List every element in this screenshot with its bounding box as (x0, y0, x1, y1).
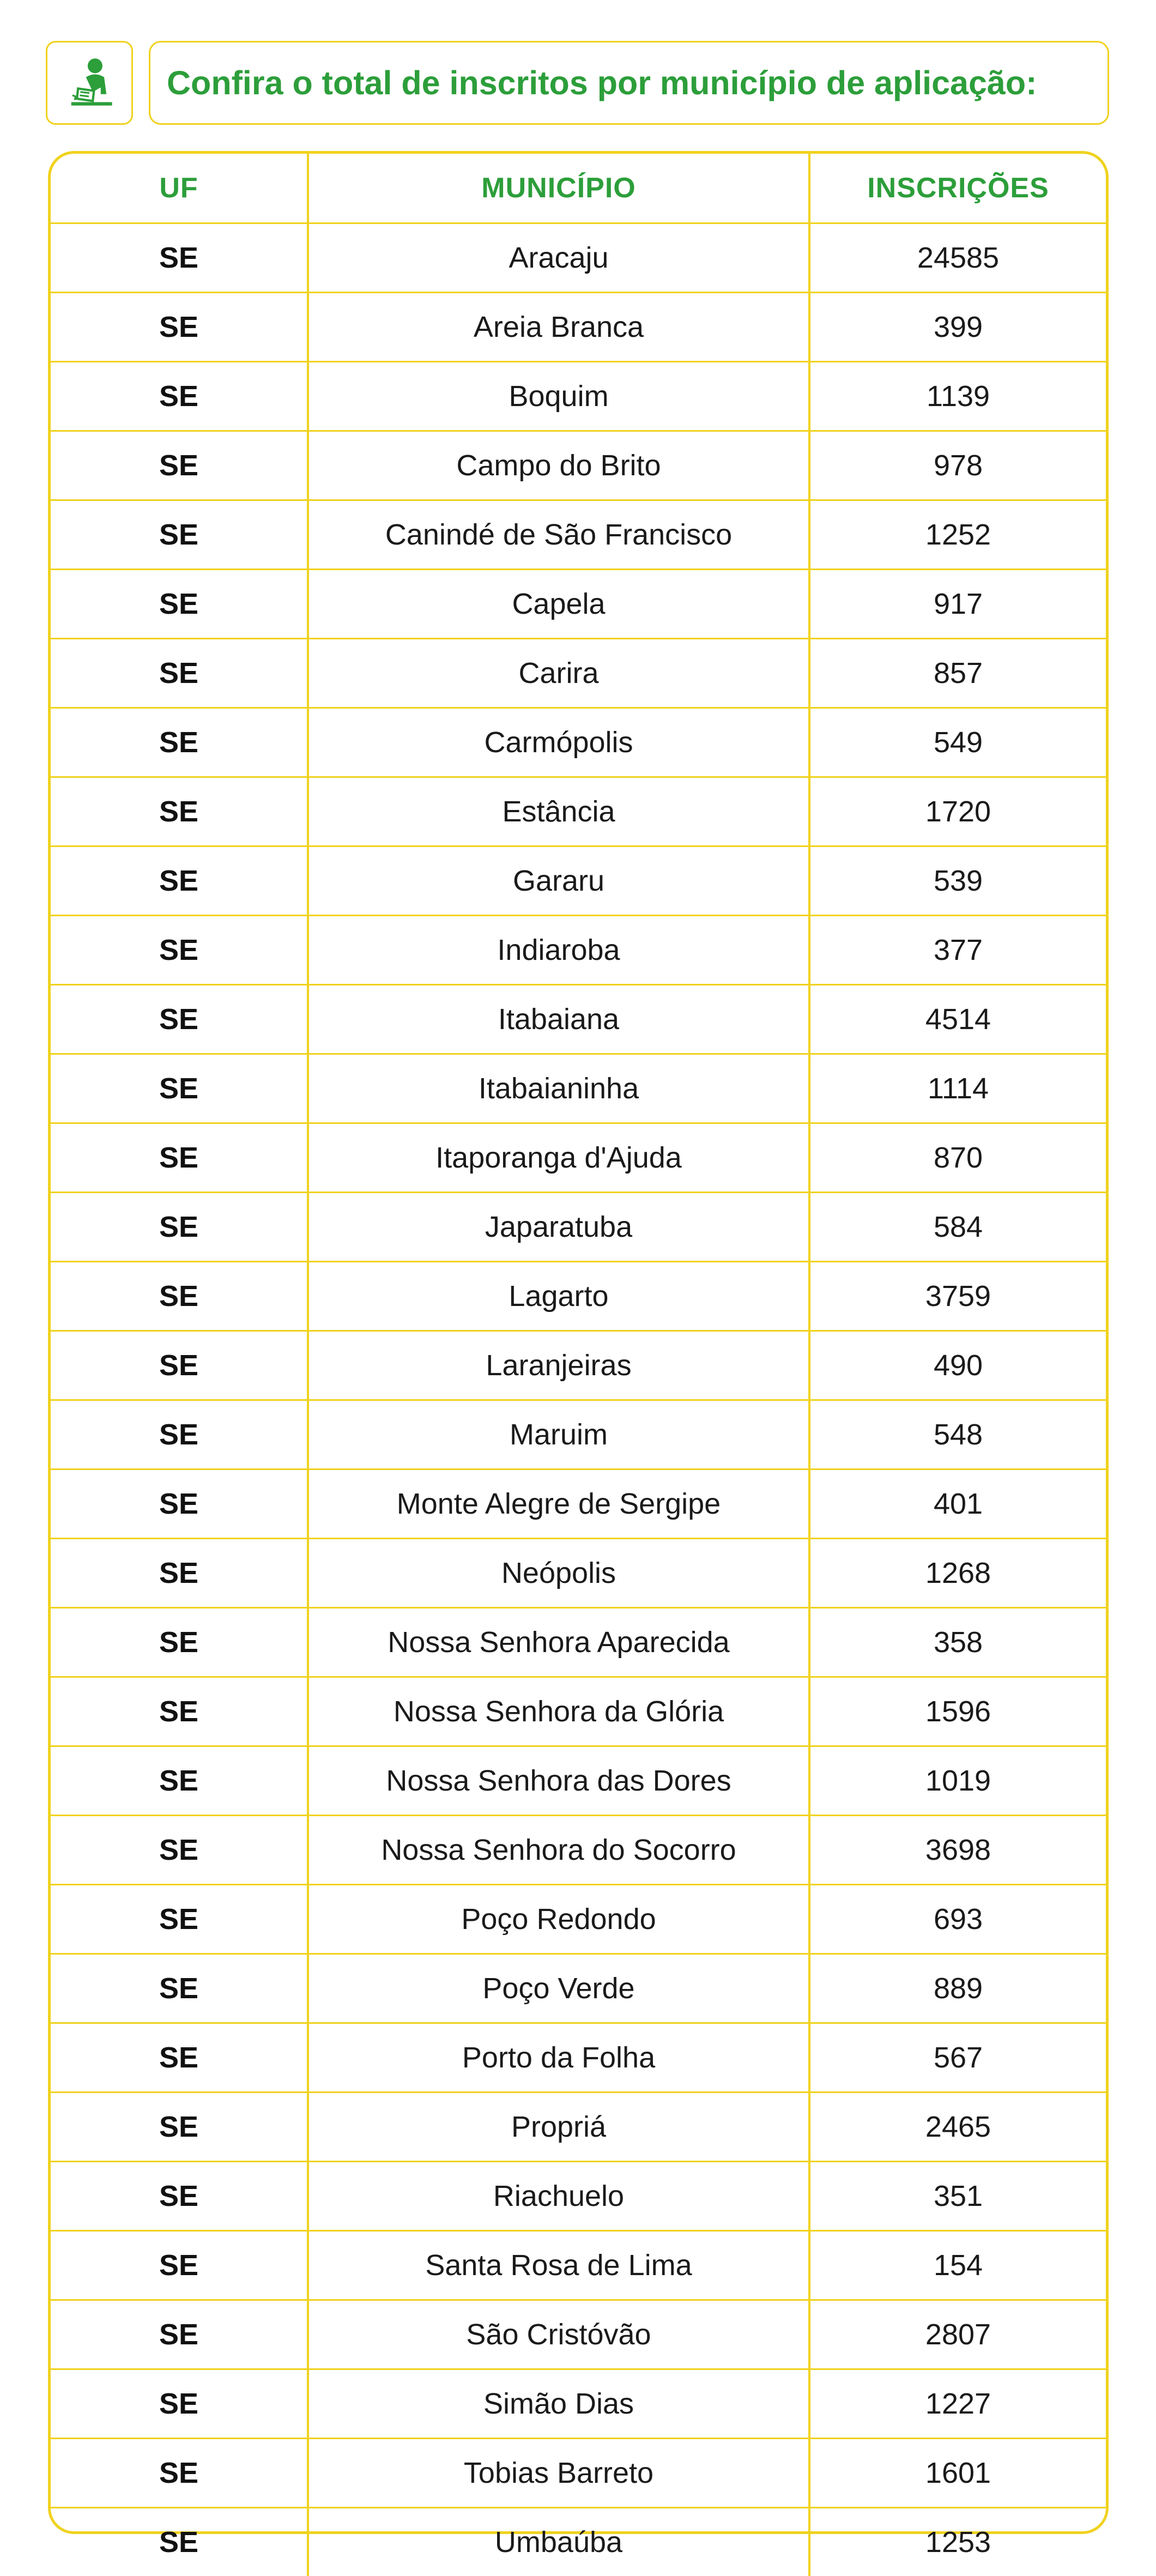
header-title-box (149, 41, 1109, 125)
cell-uf: SE (51, 1331, 308, 1400)
cell-uf: SE (51, 500, 308, 570)
cell-municipio: Campo do Brito (308, 431, 809, 500)
cell-uf: SE (51, 1470, 308, 1539)
cell-uf: SE (51, 1954, 308, 2023)
cell-uf: SE (51, 2093, 308, 2162)
table-row (51, 2023, 1106, 2093)
cell-uf: SE (51, 1262, 308, 1331)
cell-uf: SE (51, 2439, 308, 2508)
cell-municipio: Lagarto (308, 1262, 809, 1331)
table-row (51, 1885, 1106, 1954)
table-row (51, 293, 1106, 362)
cell-municipio: Canindé de São Francisco (308, 500, 809, 570)
table-row (51, 1470, 1106, 1539)
registrations-table-container (48, 151, 1109, 2534)
cell-municipio: Riachuelo (308, 2162, 809, 2231)
cell-uf: SE (51, 2162, 308, 2231)
table-row (51, 431, 1106, 500)
cell-uf: SE (51, 777, 308, 846)
cell-uf: SE (51, 1885, 308, 1954)
cell-municipio: Aracaju (308, 223, 809, 293)
table-row (51, 1054, 1106, 1123)
table-row (51, 1954, 1106, 2023)
cell-uf: SE (51, 916, 308, 985)
cell-inscricoes: 401 (809, 1470, 1106, 1539)
cell-municipio: Boquim (308, 362, 809, 431)
cell-inscricoes: 351 (809, 2162, 1106, 2231)
cell-uf: SE (51, 639, 308, 708)
cell-municipio: Nossa Senhora do Socorro (308, 1816, 809, 1885)
cell-inscricoes: 1601 (809, 2439, 1106, 2508)
table-row (51, 2231, 1106, 2300)
table-row (51, 708, 1106, 777)
cell-uf: SE (51, 846, 308, 916)
cell-inscricoes: 549 (809, 708, 1106, 777)
cell-uf: SE (51, 1054, 308, 1123)
table-row (51, 1608, 1106, 1677)
cell-inscricoes: 1114 (809, 1054, 1106, 1123)
cell-uf: SE (51, 1608, 308, 1677)
cell-inscricoes: 1252 (809, 500, 1106, 570)
table-row (51, 1746, 1106, 1816)
table-row (51, 1677, 1106, 1746)
cell-uf: SE (51, 2300, 308, 2369)
column-header-municipio: MUNICÍPIO (308, 154, 809, 223)
cell-municipio: Areia Branca (308, 293, 809, 362)
cell-municipio: Nossa Senhora Aparecida (308, 1608, 809, 1677)
cell-inscricoes: 3698 (809, 1816, 1106, 1885)
table-row (51, 777, 1106, 846)
cell-uf: SE (51, 708, 308, 777)
cell-municipio: Nossa Senhora da Glória (308, 1677, 809, 1746)
cell-municipio: Propriá (308, 2093, 809, 2162)
table-row (51, 2508, 1106, 2576)
cell-municipio: Laranjeiras (308, 1331, 809, 1400)
cell-municipio: Umbaúba (308, 2508, 809, 2576)
cell-inscricoes: 1227 (809, 2369, 1106, 2439)
page-title: Confira o total de inscritos por município de aplicação: (167, 64, 1037, 102)
cell-inscricoes: 857 (809, 639, 1106, 708)
cell-municipio: Itabaiana (308, 985, 809, 1054)
cell-inscricoes: 1596 (809, 1677, 1106, 1746)
cell-inscricoes: 539 (809, 846, 1106, 916)
cell-inscricoes: 3759 (809, 1262, 1106, 1331)
header-icon-box (46, 41, 133, 125)
table-body (51, 223, 1106, 2576)
cell-uf: SE (51, 1816, 308, 1885)
cell-uf: SE (51, 1123, 308, 1193)
cell-municipio: Japaratuba (308, 1193, 809, 1262)
table-header-row (51, 154, 1106, 223)
cell-inscricoes: 567 (809, 2023, 1106, 2093)
table-row (51, 639, 1106, 708)
table-row (51, 2093, 1106, 2162)
table-row (51, 2162, 1106, 2231)
cell-inscricoes: 1253 (809, 2508, 1106, 2576)
table-row (51, 362, 1106, 431)
cell-municipio: Monte Alegre de Sergipe (308, 1470, 809, 1539)
table-row (51, 1331, 1106, 1400)
cell-municipio: Simão Dias (308, 2369, 809, 2439)
cell-municipio: Porto da Folha (308, 2023, 809, 2093)
cell-inscricoes: 1019 (809, 1746, 1106, 1816)
cell-inscricoes: 917 (809, 570, 1106, 639)
cell-municipio: Capela (308, 570, 809, 639)
table-row (51, 223, 1106, 293)
cell-inscricoes: 584 (809, 1193, 1106, 1262)
cell-uf: SE (51, 1539, 308, 1608)
table-row (51, 1262, 1106, 1331)
cell-inscricoes: 24585 (809, 223, 1106, 293)
cell-municipio: Indiaroba (308, 916, 809, 985)
cell-municipio: Gararu (308, 846, 809, 916)
cell-inscricoes: 154 (809, 2231, 1106, 2300)
cell-municipio: Poço Redondo (308, 1885, 809, 1954)
cell-uf: SE (51, 1193, 308, 1262)
cell-uf: SE (51, 2023, 308, 2093)
cell-uf: SE (51, 1677, 308, 1746)
cell-uf: SE (51, 293, 308, 362)
cell-inscricoes: 2465 (809, 2093, 1106, 2162)
table-row (51, 1539, 1106, 1608)
cell-inscricoes: 2807 (809, 2300, 1106, 2369)
cell-inscricoes: 377 (809, 916, 1106, 985)
table-row (51, 570, 1106, 639)
cell-municipio: Nossa Senhora das Dores (308, 1746, 809, 1816)
cell-inscricoes: 399 (809, 293, 1106, 362)
table-row (51, 1400, 1106, 1470)
cell-inscricoes: 4514 (809, 985, 1106, 1054)
cell-uf: SE (51, 223, 308, 293)
column-header-inscricoes: INSCRIÇÕES (809, 154, 1106, 223)
cell-inscricoes: 889 (809, 1954, 1106, 2023)
cell-inscricoes: 693 (809, 1885, 1106, 1954)
table-row (51, 2439, 1106, 2508)
cell-municipio: Estância (308, 777, 809, 846)
table-row (51, 985, 1106, 1054)
cell-municipio: Itaporanga d'Ajuda (308, 1123, 809, 1193)
cell-uf: SE (51, 570, 308, 639)
table-row (51, 1193, 1106, 1262)
cell-inscricoes: 870 (809, 1123, 1106, 1193)
cell-municipio: Itabaianinha (308, 1054, 809, 1123)
column-header-uf: UF (51, 154, 308, 223)
table-row (51, 2300, 1106, 2369)
cell-uf: SE (51, 1746, 308, 1816)
cell-uf: SE (51, 2369, 308, 2439)
cell-municipio: São Cristóvão (308, 2300, 809, 2369)
cell-municipio: Tobias Barreto (308, 2439, 809, 2508)
table-row (51, 1123, 1106, 1193)
cell-uf: SE (51, 2508, 308, 2576)
table-row (51, 846, 1106, 916)
cell-municipio: Santa Rosa de Lima (308, 2231, 809, 2300)
cell-inscricoes: 1720 (809, 777, 1106, 846)
registrations-table (51, 154, 1106, 2576)
cell-inscricoes: 358 (809, 1608, 1106, 1677)
cell-municipio: Carmópolis (308, 708, 809, 777)
cell-municipio: Carira (308, 639, 809, 708)
table-row (51, 500, 1106, 570)
cell-municipio: Neópolis (308, 1539, 809, 1608)
cell-inscricoes: 978 (809, 431, 1106, 500)
cell-inscricoes: 548 (809, 1400, 1106, 1470)
table-row (51, 2369, 1106, 2439)
cell-inscricoes: 1268 (809, 1539, 1106, 1608)
cell-inscricoes: 490 (809, 1331, 1106, 1400)
table-row (51, 916, 1106, 985)
cell-uf: SE (51, 2231, 308, 2300)
cell-inscricoes: 1139 (809, 362, 1106, 431)
cell-uf: SE (51, 985, 308, 1054)
cell-municipio: Maruim (308, 1400, 809, 1470)
table-row (51, 1816, 1106, 1885)
person-reading-document-icon (61, 55, 118, 111)
cell-uf: SE (51, 1400, 308, 1470)
cell-municipio: Poço Verde (308, 1954, 809, 2023)
cell-uf: SE (51, 431, 308, 500)
cell-uf: SE (51, 362, 308, 431)
